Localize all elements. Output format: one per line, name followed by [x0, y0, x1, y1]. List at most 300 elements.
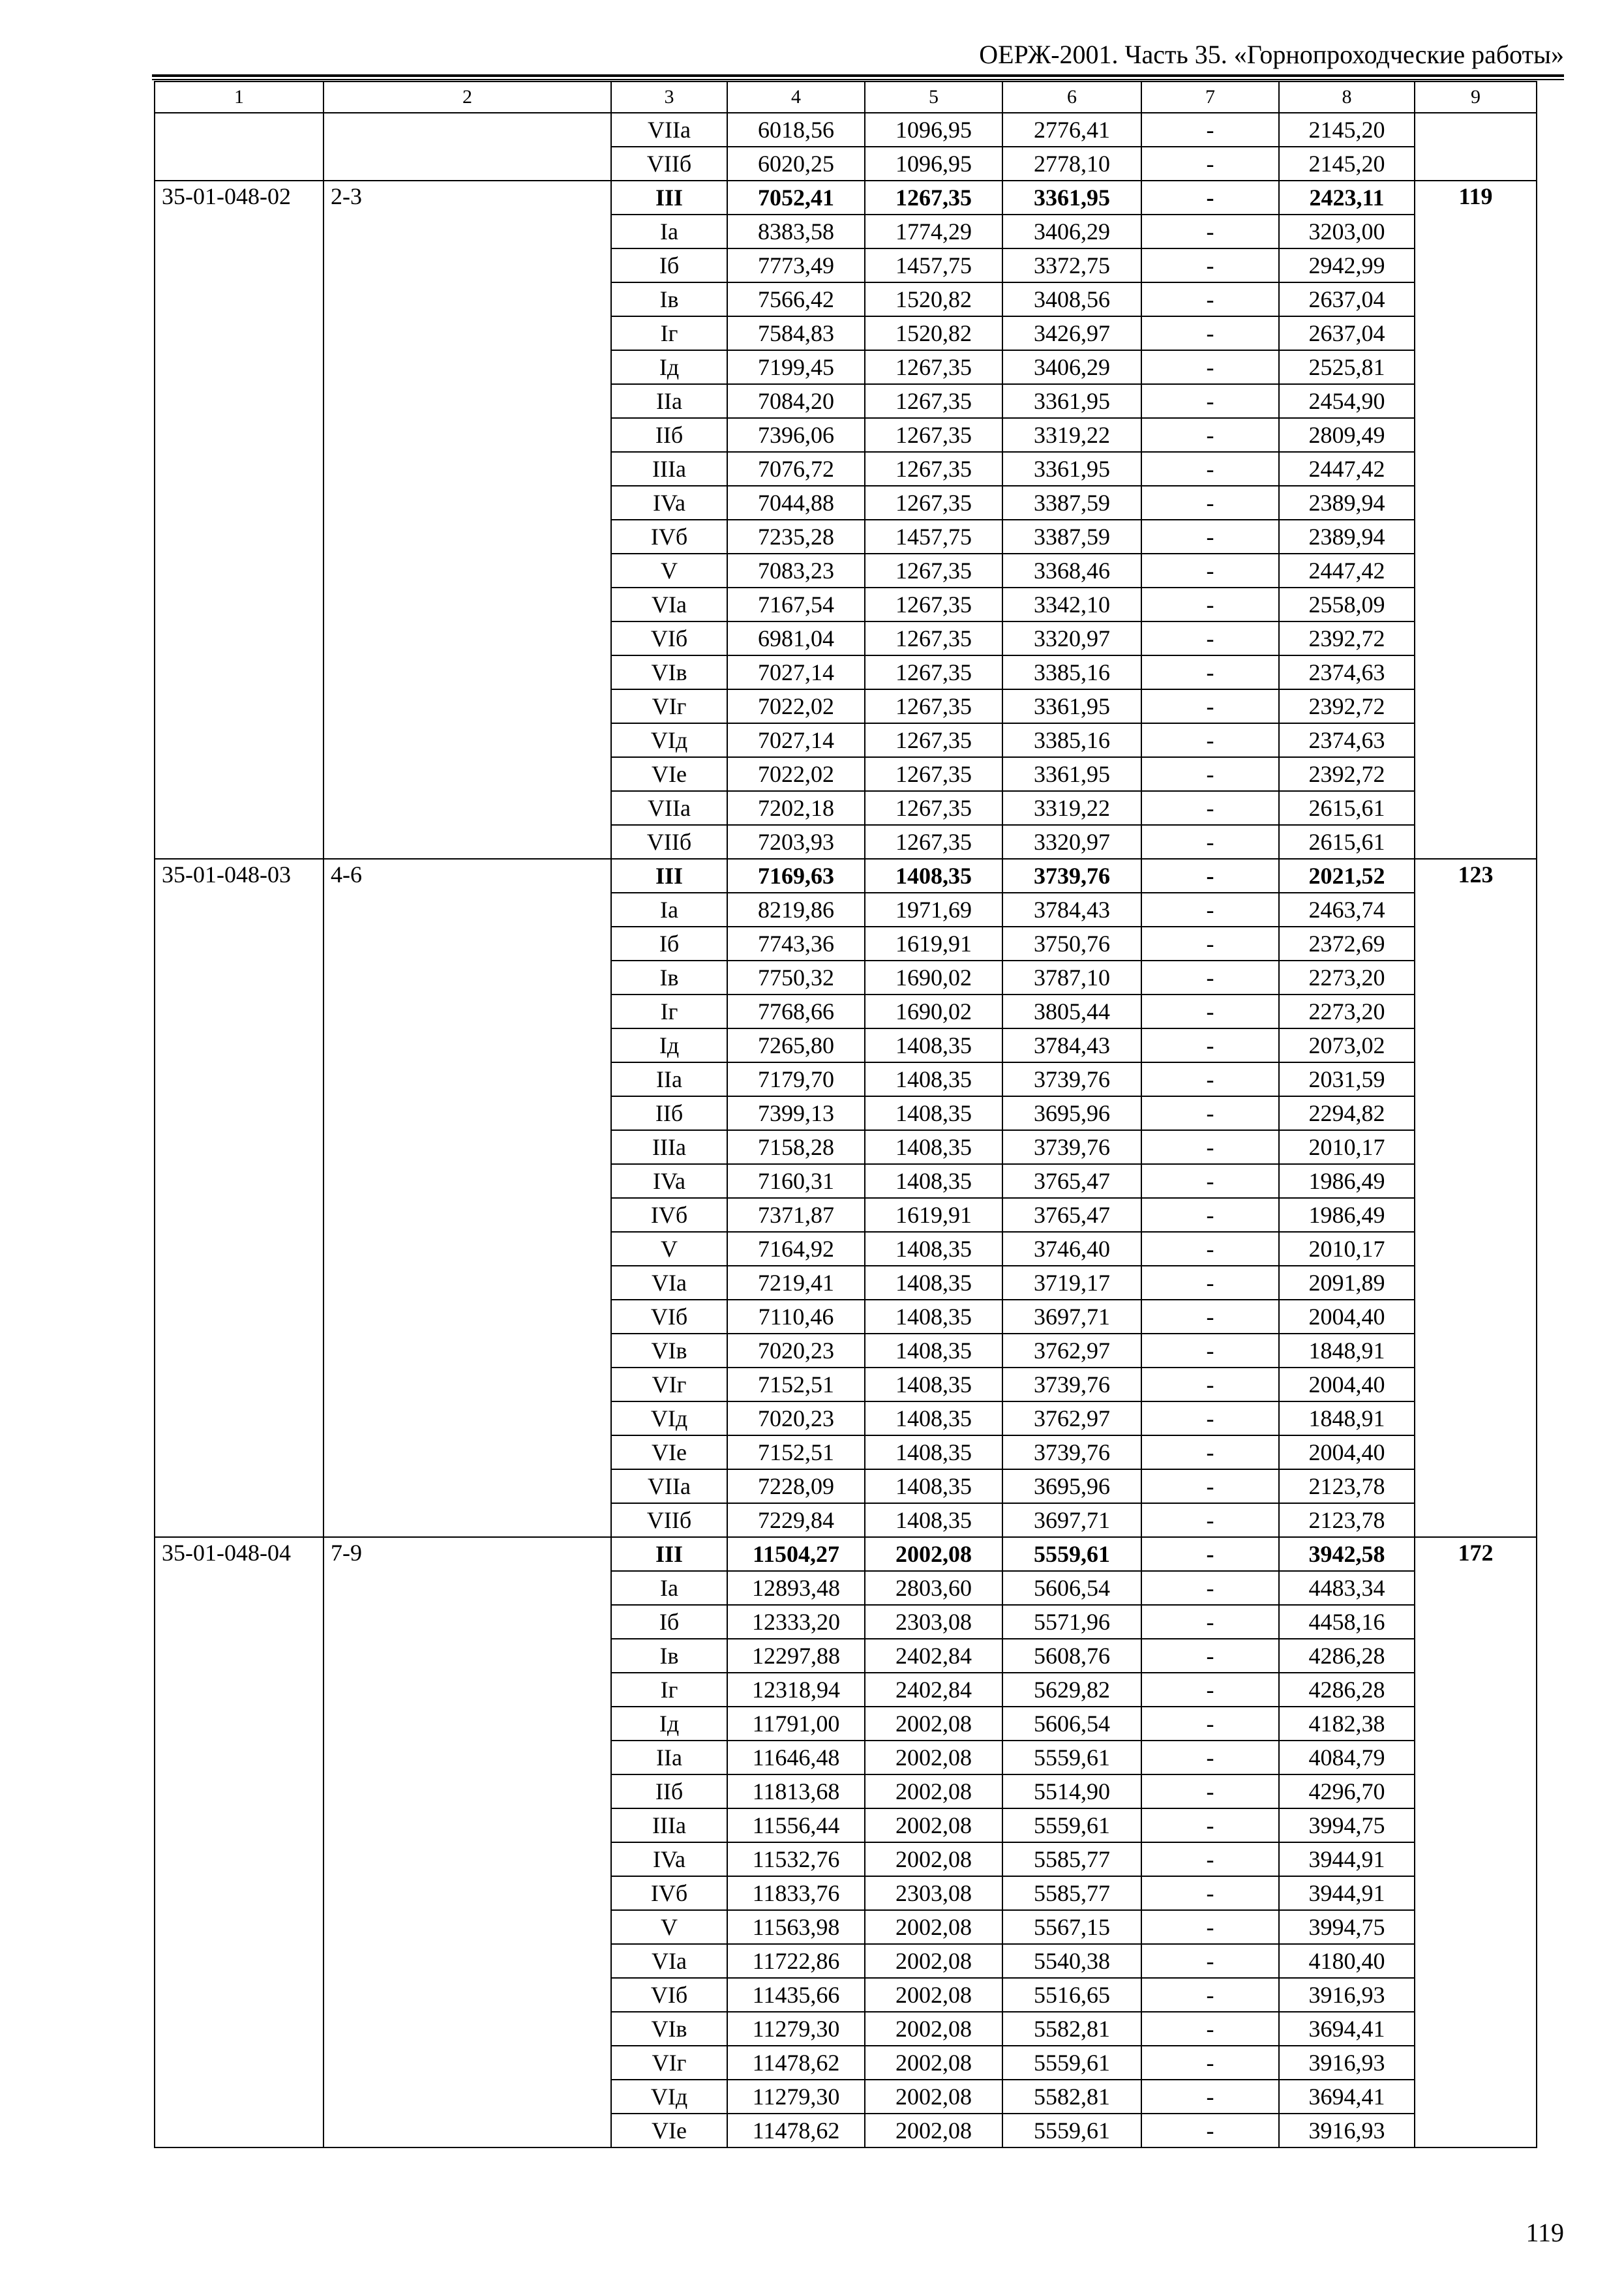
machine-cost-cell: 5514,90 — [1002, 1774, 1141, 1808]
materials-cell: 2091,89 — [1279, 1266, 1415, 1300]
indicator-cell: IIIa — [611, 1808, 727, 1842]
wages-cell: 2402,84 — [865, 1639, 1002, 1673]
machine-cost-cell: 5606,54 — [1002, 1571, 1141, 1605]
wages-cell: 1690,02 — [865, 961, 1002, 995]
materials-cell: 3916,93 — [1279, 2046, 1415, 2080]
header-rule-thin — [152, 79, 1564, 80]
materials-cell: 4296,70 — [1279, 1774, 1415, 1808]
indicator-cell: Iв — [611, 961, 727, 995]
driver-wages-cell: - — [1141, 2080, 1279, 2114]
wages-cell: 1267,35 — [865, 791, 1002, 825]
indicator-cell: Iв — [611, 1639, 727, 1673]
materials-cell: 2392,72 — [1279, 689, 1415, 723]
indicator-cell: VIг — [611, 2046, 727, 2080]
machine-cost-cell: 3805,44 — [1002, 995, 1141, 1028]
driver-wages-cell: - — [1141, 1334, 1279, 1368]
machine-cost-cell: 5585,77 — [1002, 1842, 1141, 1876]
driver-wages-cell: - — [1141, 995, 1279, 1028]
indicator-cell: IVa — [611, 1164, 727, 1198]
indicator-cell: Iб — [611, 248, 727, 282]
total-cost-cell: 12297,88 — [727, 1639, 865, 1673]
total-cost-cell: 7584,83 — [727, 316, 865, 350]
code-cell — [155, 113, 323, 181]
column-number: 9 — [1415, 82, 1537, 113]
indicator-cell: V — [611, 554, 727, 588]
machine-cost-cell: 3372,75 — [1002, 248, 1141, 282]
machine-cost-cell: 3408,56 — [1002, 282, 1141, 316]
driver-wages-cell: - — [1141, 1401, 1279, 1435]
materials-cell: 2294,82 — [1279, 1096, 1415, 1130]
indicator-cell: VIIa — [611, 1469, 727, 1503]
driver-wages-cell: - — [1141, 147, 1279, 181]
driver-wages-cell: - — [1141, 1910, 1279, 1944]
total-cost-cell: 7044,88 — [727, 486, 865, 520]
indicator-cell: IIa — [611, 1741, 727, 1774]
total-cost-cell: 11279,30 — [727, 2012, 865, 2046]
materials-cell: 2004,40 — [1279, 1368, 1415, 1401]
total-cost-cell: 11813,68 — [727, 1774, 865, 1808]
total-cost-cell: 7179,70 — [727, 1062, 865, 1096]
machine-cost-cell: 3784,43 — [1002, 1028, 1141, 1062]
indicator-cell: Iг — [611, 316, 727, 350]
wages-cell: 1267,35 — [865, 689, 1002, 723]
indicator-cell: IIб — [611, 418, 727, 452]
indicator-cell: VIa — [611, 1944, 727, 1978]
materials-cell: 2123,78 — [1279, 1503, 1415, 1537]
indicator-cell: VIIa — [611, 791, 727, 825]
indicator-cell: VIд — [611, 1401, 727, 1435]
driver-wages-cell: - — [1141, 248, 1279, 282]
total-cost-cell: 7265,80 — [727, 1028, 865, 1062]
machine-cost-cell: 3784,43 — [1002, 893, 1141, 927]
materials-cell: 2637,04 — [1279, 282, 1415, 316]
total-cost-cell: 7773,49 — [727, 248, 865, 282]
total-cost-cell: 6981,04 — [727, 621, 865, 655]
driver-wages-cell: - — [1141, 1639, 1279, 1673]
materials-cell: 1848,91 — [1279, 1401, 1415, 1435]
wages-cell: 2303,08 — [865, 1605, 1002, 1639]
driver-wages-cell: - — [1141, 859, 1279, 893]
machine-cost-cell: 5559,61 — [1002, 2114, 1141, 2147]
materials-cell: 4286,28 — [1279, 1639, 1415, 1673]
driver-wages-cell: - — [1141, 961, 1279, 995]
materials-cell: 2004,40 — [1279, 1300, 1415, 1334]
total-cost-cell: 7084,20 — [727, 384, 865, 418]
indicator-cell: VIIб — [611, 825, 727, 859]
machine-cost-cell: 3361,95 — [1002, 689, 1141, 723]
rates-table — [154, 81, 1537, 2148]
wages-cell: 1267,35 — [865, 825, 1002, 859]
driver-wages-cell: - — [1141, 927, 1279, 961]
driver-wages-cell: - — [1141, 1096, 1279, 1130]
machine-cost-cell: 2776,41 — [1002, 113, 1141, 147]
range-cell: 7-9 — [323, 1537, 611, 2147]
materials-cell: 3916,93 — [1279, 2114, 1415, 2147]
wages-cell: 1408,35 — [865, 1401, 1002, 1435]
column-number: 1 — [155, 82, 323, 113]
driver-wages-cell: - — [1141, 1944, 1279, 1978]
indicator-cell: IVб — [611, 1198, 727, 1232]
indicator-cell: Iб — [611, 1605, 727, 1639]
total-cost-cell: 11478,62 — [727, 2114, 865, 2147]
wages-cell: 1457,75 — [865, 248, 1002, 282]
materials-cell: 2374,63 — [1279, 655, 1415, 689]
indicator-cell: Ia — [611, 1571, 727, 1605]
wages-cell: 1619,91 — [865, 1198, 1002, 1232]
machine-cost-cell: 3361,95 — [1002, 384, 1141, 418]
driver-wages-cell: - — [1141, 1571, 1279, 1605]
materials-cell: 3916,93 — [1279, 1978, 1415, 2012]
machine-cost-cell: 5571,96 — [1002, 1605, 1141, 1639]
total-cost-cell: 7027,14 — [727, 723, 865, 757]
materials-cell: 4286,28 — [1279, 1673, 1415, 1707]
driver-wages-cell: - — [1141, 215, 1279, 248]
materials-cell: 4084,79 — [1279, 1741, 1415, 1774]
wages-cell: 1267,35 — [865, 350, 1002, 384]
machine-cost-cell: 3739,76 — [1002, 1130, 1141, 1164]
wages-cell: 2002,08 — [865, 2114, 1002, 2147]
machine-cost-cell: 3368,46 — [1002, 554, 1141, 588]
machine-cost-cell: 5559,61 — [1002, 1741, 1141, 1774]
indicator-cell: VIг — [611, 689, 727, 723]
wages-cell: 1457,75 — [865, 520, 1002, 554]
total-cell: 123 — [1415, 859, 1537, 1537]
machine-cost-cell: 3739,76 — [1002, 1435, 1141, 1469]
driver-wages-cell: - — [1141, 1062, 1279, 1096]
machine-cost-cell: 5629,82 — [1002, 1673, 1141, 1707]
indicator-cell: IIa — [611, 1062, 727, 1096]
indicator-cell: Ia — [611, 893, 727, 927]
materials-cell: 3994,75 — [1279, 1808, 1415, 1842]
wages-cell: 1096,95 — [865, 147, 1002, 181]
materials-cell: 3694,41 — [1279, 2012, 1415, 2046]
materials-cell: 2447,42 — [1279, 452, 1415, 486]
wages-cell: 1408,35 — [865, 1368, 1002, 1401]
table-row — [155, 181, 1537, 215]
indicator-cell: IVa — [611, 486, 727, 520]
total-cost-cell: 6018,56 — [727, 113, 865, 147]
indicator-cell: IIIa — [611, 1130, 727, 1164]
materials-cell: 2615,61 — [1279, 825, 1415, 859]
materials-cell: 3694,41 — [1279, 2080, 1415, 2114]
wages-cell: 1267,35 — [865, 486, 1002, 520]
wages-cell: 1408,35 — [865, 1300, 1002, 1334]
wages-cell: 2803,60 — [865, 1571, 1002, 1605]
machine-cost-cell: 5559,61 — [1002, 1808, 1141, 1842]
total-cost-cell: 7167,54 — [727, 588, 865, 621]
driver-wages-cell: - — [1141, 1537, 1279, 1571]
wages-cell: 1408,35 — [865, 1469, 1002, 1503]
table-row — [155, 1537, 1537, 1571]
wages-cell: 2303,08 — [865, 1876, 1002, 1910]
driver-wages-cell: - — [1141, 2114, 1279, 2147]
total-cost-cell: 7027,14 — [727, 655, 865, 689]
indicator-cell: IIб — [611, 1774, 727, 1808]
machine-cost-cell: 3320,97 — [1002, 621, 1141, 655]
column-number: 3 — [611, 82, 727, 113]
indicator-cell: VIIб — [611, 147, 727, 181]
materials-cell: 2073,02 — [1279, 1028, 1415, 1062]
machine-cost-cell: 3697,71 — [1002, 1503, 1141, 1537]
indicator-cell: VIб — [611, 1300, 727, 1334]
indicator-cell: VIд — [611, 2080, 727, 2114]
total-cost-cell: 7228,09 — [727, 1469, 865, 1503]
materials-cell: 2123,78 — [1279, 1469, 1415, 1503]
indicator-cell: VIв — [611, 655, 727, 689]
materials-cell: 4182,38 — [1279, 1707, 1415, 1741]
wages-cell: 1619,91 — [865, 927, 1002, 961]
indicator-cell: VIIa — [611, 113, 727, 147]
column-number: 8 — [1279, 82, 1415, 113]
driver-wages-cell: - — [1141, 1503, 1279, 1537]
driver-wages-cell: - — [1141, 621, 1279, 655]
materials-cell: 2389,94 — [1279, 486, 1415, 520]
materials-cell: 2389,94 — [1279, 520, 1415, 554]
wages-cell: 1267,35 — [865, 418, 1002, 452]
materials-cell: 2454,90 — [1279, 384, 1415, 418]
indicator-cell: Iд — [611, 1028, 727, 1062]
driver-wages-cell: - — [1141, 757, 1279, 791]
wages-cell: 1267,35 — [865, 554, 1002, 588]
driver-wages-cell: - — [1141, 1368, 1279, 1401]
machine-cost-cell: 3387,59 — [1002, 486, 1141, 520]
indicator-cell: VIв — [611, 2012, 727, 2046]
driver-wages-cell: - — [1141, 1978, 1279, 2012]
total-cost-cell: 7152,51 — [727, 1368, 865, 1401]
wages-cell: 2002,08 — [865, 1707, 1002, 1741]
machine-cost-cell: 3320,97 — [1002, 825, 1141, 859]
indicator-cell: VIa — [611, 588, 727, 621]
wages-cell: 1408,35 — [865, 1334, 1002, 1368]
machine-cost-cell: 3765,47 — [1002, 1164, 1141, 1198]
wages-cell: 1267,35 — [865, 452, 1002, 486]
indicator-cell: Iв — [611, 282, 727, 316]
total-cost-cell: 7371,87 — [727, 1198, 865, 1232]
machine-cost-cell: 3750,76 — [1002, 927, 1141, 961]
machine-cost-cell: 3406,29 — [1002, 215, 1141, 248]
driver-wages-cell: - — [1141, 2012, 1279, 2046]
table-row — [155, 859, 1537, 893]
wages-cell: 1267,35 — [865, 621, 1002, 655]
wages-cell: 1267,35 — [865, 181, 1002, 215]
total-cost-cell: 7052,41 — [727, 181, 865, 215]
materials-cell: 3942,58 — [1279, 1537, 1415, 1571]
machine-cost-cell: 3342,10 — [1002, 588, 1141, 621]
driver-wages-cell: - — [1141, 1130, 1279, 1164]
indicator-cell: IVa — [611, 1842, 727, 1876]
column-number: 7 — [1141, 82, 1279, 113]
materials-cell: 2525,81 — [1279, 350, 1415, 384]
machine-cost-cell: 5559,61 — [1002, 1537, 1141, 1571]
materials-cell: 2615,61 — [1279, 791, 1415, 825]
total-cost-cell: 7152,51 — [727, 1435, 865, 1469]
materials-cell: 2145,20 — [1279, 113, 1415, 147]
wages-cell: 1408,35 — [865, 1028, 1002, 1062]
wages-cell: 1774,29 — [865, 215, 1002, 248]
driver-wages-cell: - — [1141, 1774, 1279, 1808]
total-cost-cell: 11833,76 — [727, 1876, 865, 1910]
materials-cell: 4483,34 — [1279, 1571, 1415, 1605]
machine-cost-cell: 5606,54 — [1002, 1707, 1141, 1741]
total-cost-cell: 12318,94 — [727, 1673, 865, 1707]
total-cost-cell: 7202,18 — [727, 791, 865, 825]
materials-cell: 3994,75 — [1279, 1910, 1415, 1944]
materials-cell: 2637,04 — [1279, 316, 1415, 350]
machine-cost-cell: 3739,76 — [1002, 1062, 1141, 1096]
indicator-cell: V — [611, 1232, 727, 1266]
total-cost-cell: 7229,84 — [727, 1503, 865, 1537]
indicator-cell: IVб — [611, 1876, 727, 1910]
total-cost-cell: 11556,44 — [727, 1808, 865, 1842]
machine-cost-cell: 5567,15 — [1002, 1910, 1141, 1944]
total-cost-cell: 7219,41 — [727, 1266, 865, 1300]
indicator-cell: VIг — [611, 1368, 727, 1401]
wages-cell: 1408,35 — [865, 1435, 1002, 1469]
wages-cell: 2002,08 — [865, 1537, 1002, 1571]
total-cost-cell: 7076,72 — [727, 452, 865, 486]
total-cost-cell: 7022,02 — [727, 689, 865, 723]
wages-cell: 2002,08 — [865, 1978, 1002, 2012]
driver-wages-cell: - — [1141, 2046, 1279, 2080]
machine-cost-cell: 3385,16 — [1002, 723, 1141, 757]
driver-wages-cell: - — [1141, 1266, 1279, 1300]
materials-cell: 4180,40 — [1279, 1944, 1415, 1978]
driver-wages-cell: - — [1141, 893, 1279, 927]
indicator-cell: VIб — [611, 1978, 727, 2012]
driver-wages-cell: - — [1141, 418, 1279, 452]
driver-wages-cell: - — [1141, 1232, 1279, 1266]
machine-cost-cell: 3319,22 — [1002, 418, 1141, 452]
total-cost-cell: 11722,86 — [727, 1944, 865, 1978]
machine-cost-cell: 3361,95 — [1002, 452, 1141, 486]
wages-cell: 1408,35 — [865, 1503, 1002, 1537]
driver-wages-cell: - — [1141, 1707, 1279, 1741]
materials-cell: 2273,20 — [1279, 961, 1415, 995]
wages-cell: 2002,08 — [865, 1842, 1002, 1876]
materials-cell: 2942,99 — [1279, 248, 1415, 282]
machine-cost-cell: 3739,76 — [1002, 859, 1141, 893]
materials-cell: 2558,09 — [1279, 588, 1415, 621]
materials-cell: 2423,11 — [1279, 181, 1415, 215]
machine-cost-cell: 5559,61 — [1002, 2046, 1141, 2080]
materials-cell: 2447,42 — [1279, 554, 1415, 588]
machine-cost-cell: 3361,95 — [1002, 757, 1141, 791]
total-cost-cell: 7199,45 — [727, 350, 865, 384]
total-cost-cell: 11532,76 — [727, 1842, 865, 1876]
total-cost-cell: 7399,13 — [727, 1096, 865, 1130]
indicator-cell: Iб — [611, 927, 727, 961]
indicator-cell: III — [611, 1537, 727, 1571]
wages-cell: 2002,08 — [865, 1741, 1002, 1774]
total-cost-cell: 12333,20 — [727, 1605, 865, 1639]
driver-wages-cell: - — [1141, 1876, 1279, 1910]
materials-cell: 2021,52 — [1279, 859, 1415, 893]
driver-wages-cell: - — [1141, 1164, 1279, 1198]
machine-cost-cell: 2778,10 — [1002, 147, 1141, 181]
wages-cell: 1408,35 — [865, 1164, 1002, 1198]
total-cost-cell: 11279,30 — [727, 2080, 865, 2114]
total-cost-cell: 7160,31 — [727, 1164, 865, 1198]
total-cost-cell: 11791,00 — [727, 1707, 865, 1741]
machine-cost-cell: 3695,96 — [1002, 1469, 1141, 1503]
total-cost-cell: 7158,28 — [727, 1130, 865, 1164]
driver-wages-cell: - — [1141, 181, 1279, 215]
total-cost-cell: 7750,32 — [727, 961, 865, 995]
wages-cell: 1690,02 — [865, 995, 1002, 1028]
driver-wages-cell: - — [1141, 791, 1279, 825]
materials-cell: 1986,49 — [1279, 1198, 1415, 1232]
machine-cost-cell: 5582,81 — [1002, 2080, 1141, 2114]
materials-cell: 4458,16 — [1279, 1605, 1415, 1639]
wages-cell: 1408,35 — [865, 1062, 1002, 1096]
total-cost-cell: 11646,48 — [727, 1741, 865, 1774]
wages-cell: 2002,08 — [865, 2046, 1002, 2080]
machine-cost-cell: 5516,65 — [1002, 1978, 1141, 2012]
total-cost-cell: 7235,28 — [727, 520, 865, 554]
total-cost-cell: 11435,66 — [727, 1978, 865, 2012]
indicator-cell: Iг — [611, 1673, 727, 1707]
driver-wages-cell: - — [1141, 689, 1279, 723]
materials-cell: 2392,72 — [1279, 757, 1415, 791]
driver-wages-cell: - — [1141, 723, 1279, 757]
wages-cell: 1267,35 — [865, 723, 1002, 757]
total-cost-cell: 12893,48 — [727, 1571, 865, 1605]
total-cell: 172 — [1415, 1537, 1537, 2147]
total-cell — [1415, 113, 1537, 181]
wages-cell: 2402,84 — [865, 1673, 1002, 1707]
total-cost-cell: 7083,23 — [727, 554, 865, 588]
indicator-cell: III — [611, 181, 727, 215]
machine-cost-cell: 5585,77 — [1002, 1876, 1141, 1910]
machine-cost-cell: 3719,17 — [1002, 1266, 1141, 1300]
total-cost-cell: 7110,46 — [727, 1300, 865, 1334]
machine-cost-cell: 3387,59 — [1002, 520, 1141, 554]
wages-cell: 2002,08 — [865, 1910, 1002, 1944]
wages-cell: 2002,08 — [865, 2012, 1002, 2046]
indicator-cell: IIIa — [611, 452, 727, 486]
indicator-cell: VIe — [611, 1435, 727, 1469]
machine-cost-cell: 5608,76 — [1002, 1639, 1141, 1673]
document-header: ОЕРЖ-2001. Часть 35. «Горнопроходческие работы» — [979, 40, 1564, 69]
range-cell — [323, 113, 611, 181]
materials-cell: 2463,74 — [1279, 893, 1415, 927]
wages-cell: 2002,08 — [865, 1944, 1002, 1978]
table-row — [155, 113, 1537, 147]
machine-cost-cell: 3762,97 — [1002, 1334, 1141, 1368]
driver-wages-cell: - — [1141, 1605, 1279, 1639]
driver-wages-cell: - — [1141, 520, 1279, 554]
total-cost-cell: 7020,23 — [727, 1334, 865, 1368]
indicator-cell: VIд — [611, 723, 727, 757]
materials-cell: 2004,40 — [1279, 1435, 1415, 1469]
indicator-cell: VIIб — [611, 1503, 727, 1537]
machine-cost-cell: 3765,47 — [1002, 1198, 1141, 1232]
driver-wages-cell: - — [1141, 1028, 1279, 1062]
wages-cell: 1096,95 — [865, 113, 1002, 147]
total-cost-cell: 6020,25 — [727, 147, 865, 181]
materials-cell: 1848,91 — [1279, 1334, 1415, 1368]
materials-cell: 2010,17 — [1279, 1130, 1415, 1164]
materials-cell: 2809,49 — [1279, 418, 1415, 452]
driver-wages-cell: - — [1141, 452, 1279, 486]
total-cost-cell: 7020,23 — [727, 1401, 865, 1435]
machine-cost-cell: 5540,38 — [1002, 1944, 1141, 1978]
total-cost-cell: 8383,58 — [727, 215, 865, 248]
materials-cell: 3944,91 — [1279, 1876, 1415, 1910]
materials-cell: 2273,20 — [1279, 995, 1415, 1028]
driver-wages-cell: - — [1141, 825, 1279, 859]
total-cost-cell: 8219,86 — [727, 893, 865, 927]
